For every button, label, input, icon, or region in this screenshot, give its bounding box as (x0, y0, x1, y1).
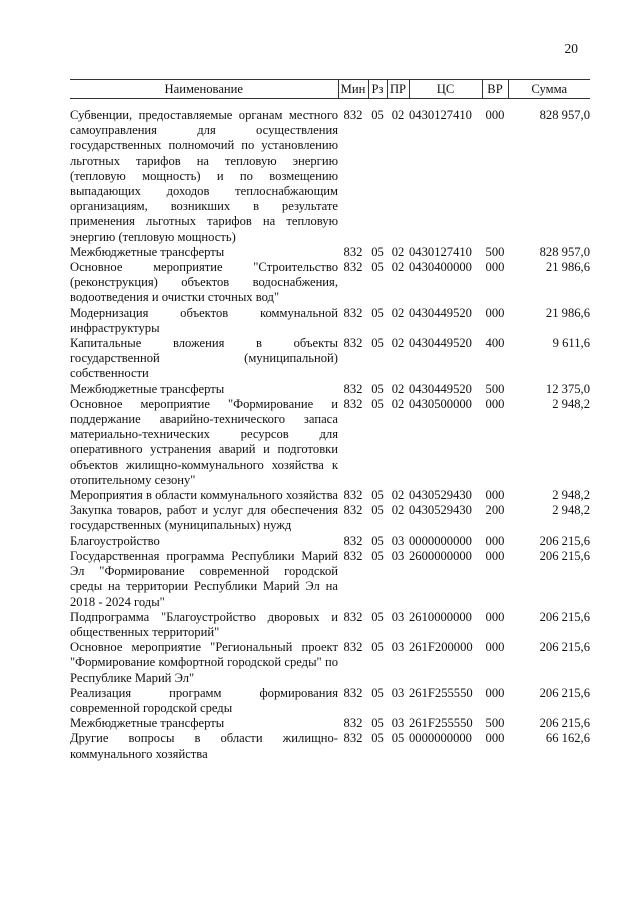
row-name: Межбюджетные трансферты (70, 244, 225, 259)
table-row (70, 260, 590, 306)
row-pr: 02 (391, 488, 405, 503)
table-row (70, 306, 590, 336)
row-pr: 02 (391, 336, 405, 351)
row-min: 832 (343, 716, 363, 731)
row-pr: 05 (391, 731, 405, 746)
row-min: 832 (343, 305, 363, 320)
row-rz: 05 (371, 533, 384, 548)
row-cs: 2600000000 (409, 548, 472, 563)
row-min: 832 (343, 609, 363, 624)
row-vr: 000 (485, 533, 505, 548)
row-name: Государственная программа Республики Марий Эл "Формирование современной городской среды на территории Республики Марий Эл на 2018 - 2024 годы" (70, 548, 338, 609)
row-sum: 206 215,6 (539, 533, 590, 548)
row-pr: 02 (391, 108, 405, 122)
row-cs: 0000000000 (409, 533, 472, 548)
row-cs: 0430500000 (409, 396, 472, 411)
row-sum: 206 215,6 (539, 609, 590, 624)
row-sum: 206 215,6 (539, 548, 590, 563)
row-name: Мероприятия в области коммунального хозяйства (70, 488, 338, 503)
row-rz: 05 (371, 396, 384, 411)
row-vr: 500 (485, 381, 505, 396)
row-vr: 000 (485, 731, 505, 746)
row-min: 832 (343, 244, 363, 259)
row-name: Благоустройство (70, 533, 160, 548)
row-cs: 0430449520 (409, 305, 472, 320)
row-rz: 05 (371, 260, 384, 275)
table-row (70, 397, 590, 488)
row-vr: 000 (485, 488, 505, 503)
row-vr: 000 (485, 260, 505, 275)
row-sum: 21 986,6 (545, 305, 590, 320)
table-row (70, 534, 590, 549)
table-row (70, 245, 590, 260)
row-rz: 05 (371, 488, 384, 503)
row-sum: 21 986,6 (545, 260, 590, 275)
row-cs: 261F255550 (409, 685, 473, 700)
row-pr: 03 (391, 609, 405, 624)
row-vr: 000 (485, 685, 505, 700)
row-cs: 261F255550 (409, 716, 473, 731)
budget-table (70, 79, 590, 762)
row-rz: 05 (371, 381, 384, 396)
row-pr: 02 (391, 396, 405, 411)
row-vr: 000 (485, 640, 505, 655)
row-sum: 66 162,6 (545, 731, 590, 746)
row-rz: 05 (371, 731, 384, 746)
row-rz: 05 (371, 336, 384, 351)
header-pr: ПР (387, 80, 409, 99)
row-vr: 400 (485, 336, 505, 351)
row-vr: 000 (485, 305, 505, 320)
row-pr: 02 (391, 381, 405, 396)
row-min: 832 (343, 548, 363, 563)
table-row (70, 716, 590, 731)
row-cs: 0430529430 (409, 503, 472, 518)
page-number: 20 (564, 41, 578, 56)
table-row (70, 382, 590, 397)
table-row (70, 640, 590, 686)
table-row (70, 731, 590, 761)
row-rz: 05 (371, 305, 384, 320)
row-sum: 2 948,2 (552, 488, 590, 503)
row-cs: 0430449520 (409, 381, 472, 396)
row-min: 832 (343, 533, 363, 548)
row-name: Межбюджетные трансферты (70, 716, 225, 731)
row-min: 832 (343, 108, 363, 122)
row-vr: 000 (485, 609, 505, 624)
row-name: Субвенции, предоставляемые органам местного самоуправления для осуществления государственных полномочий по установлению льготных тарифов на тепловую энергию (тепловую мощность) и по возмещению выпадающих доходов теплоснабжающим организациям, возникших в результате применения льготных тарифов на тепловую энергию (тепловую мощность) (70, 108, 338, 244)
row-sum: 828 957,0 (539, 108, 590, 122)
row-name: Капитальные вложения в объекты государственной (муниципальной) собственности (70, 336, 338, 381)
table-row (70, 336, 590, 382)
header-vr: ВР (482, 80, 508, 99)
header-rz: Рз (368, 80, 387, 99)
row-min: 832 (343, 731, 363, 746)
row-sum: 12 375,0 (545, 381, 590, 396)
row-rz: 05 (371, 609, 384, 624)
row-min: 832 (343, 336, 363, 351)
table-row (70, 503, 590, 533)
row-rz: 05 (371, 640, 384, 655)
table-row (70, 610, 590, 640)
row-pr: 02 (391, 244, 405, 259)
row-sum: 9 611,6 (552, 336, 590, 351)
table-row (70, 488, 590, 503)
table-header-row (70, 80, 590, 99)
row-min: 832 (343, 396, 363, 411)
row-pr: 02 (391, 503, 405, 518)
table-row (70, 549, 590, 610)
row-sum: 206 215,6 (539, 685, 590, 700)
row-vr: 000 (485, 108, 505, 122)
row-vr: 200 (485, 503, 505, 518)
header-sum: Сумма (508, 80, 590, 99)
row-sum: 828 957,0 (539, 244, 590, 259)
row-min: 832 (343, 381, 363, 396)
table-row (70, 686, 590, 716)
header-min: Мин (338, 80, 368, 99)
row-cs: 0000000000 (409, 731, 472, 746)
row-cs: 0430127410 (409, 244, 472, 259)
row-sum: 206 215,6 (539, 716, 590, 731)
row-rz: 05 (371, 685, 384, 700)
table-row (70, 99, 590, 245)
row-pr: 02 (391, 305, 405, 320)
row-sum: 2 948,2 (552, 396, 590, 411)
table-body (70, 99, 590, 762)
row-pr: 03 (391, 640, 405, 655)
row-vr: 000 (485, 396, 505, 411)
row-cs: 2610000000 (409, 609, 472, 624)
row-name: Основное мероприятие "Строительство (реконструкция) объектов водоснабжения, водоотведения и очистки сточных вод" (70, 260, 338, 305)
header-name: Наименование (70, 80, 338, 99)
row-vr: 500 (485, 244, 505, 259)
row-pr: 03 (391, 685, 405, 700)
row-cs: 261F200000 (409, 640, 473, 655)
row-name: Модернизация объектов коммунальной инфраструктуры (70, 305, 338, 335)
row-pr: 03 (391, 533, 405, 548)
row-name: Реализация программ формирования современной городской среды (70, 685, 338, 715)
row-rz: 05 (371, 503, 384, 518)
row-sum: 2 948,2 (552, 503, 590, 518)
row-pr: 03 (391, 548, 405, 563)
row-cs: 0430127410 (409, 108, 472, 122)
row-min: 832 (343, 640, 363, 655)
row-cs: 0430529430 (409, 488, 472, 503)
row-min: 832 (343, 503, 363, 518)
row-vr: 000 (485, 548, 505, 563)
row-pr: 02 (391, 260, 405, 275)
row-min: 832 (343, 685, 363, 700)
row-name: Основное мероприятие "Региональный проект "Формирование комфортной городской среды" по Республике Марий Эл" (70, 640, 338, 685)
row-cs: 0430449520 (409, 336, 472, 351)
row-name: Другие вопросы в области жилищно-коммунального хозяйства (70, 731, 338, 761)
row-vr: 500 (485, 716, 505, 731)
row-name: Межбюджетные трансферты (70, 381, 225, 396)
row-cs: 0430400000 (409, 260, 472, 275)
row-name: Основное мероприятие "Формирование и поддержание аварийно-технического запаса материально-технических ресурсов для оперативного устранения аварий и подготовки объектов жилищно-коммунального хозяйства к отопительному сезону" (70, 396, 338, 487)
row-min: 832 (343, 488, 363, 503)
row-rz: 05 (371, 548, 384, 563)
row-pr: 03 (391, 716, 405, 731)
row-rz: 05 (371, 108, 384, 122)
row-rz: 05 (371, 716, 384, 731)
row-sum: 206 215,6 (539, 640, 590, 655)
header-cs: ЦС (409, 80, 482, 99)
row-rz: 05 (371, 244, 384, 259)
row-min: 832 (343, 260, 363, 275)
row-name: Подпрограмма "Благоустройство дворовых и общественных территорий" (70, 609, 338, 639)
row-name: Закупка товаров, работ и услуг для обеспечения государственных (муниципальных) нужд (70, 503, 338, 533)
